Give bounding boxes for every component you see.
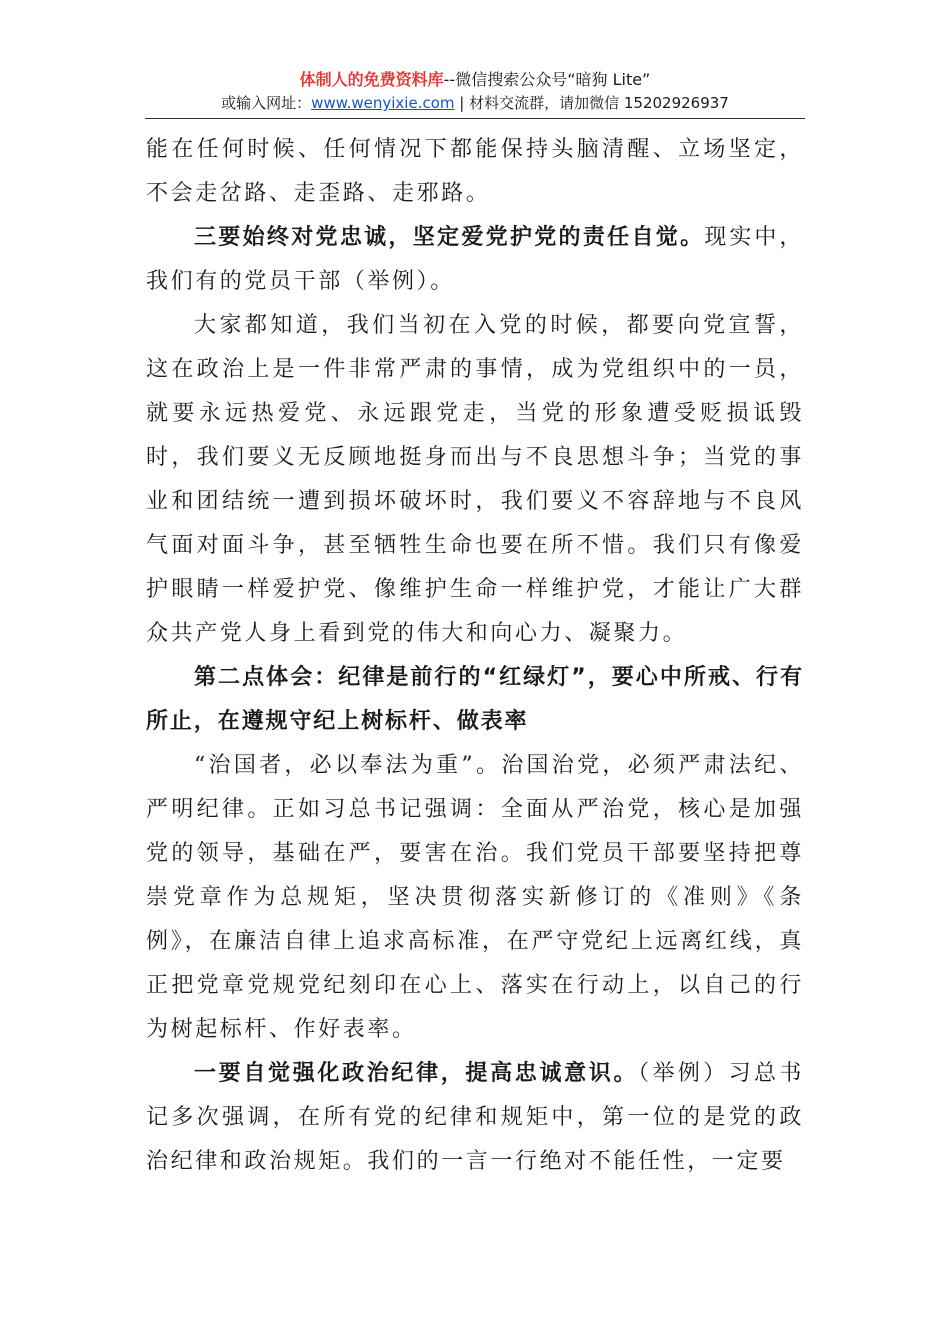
paragraph-5-bold-lead: 一要自觉强化政治纪律，提高忠诚意识。 (194, 1061, 639, 1086)
paragraph-2-bold-lead: 三要始终对党忠诚，坚定爱党护党的责任自觉。 (194, 225, 705, 250)
header-contact: 材料交流群，请加微信 15202926937 (469, 94, 729, 112)
header-title-line (145, 68, 805, 92)
header-divider-rule (145, 118, 805, 119)
header-divider: | (454, 94, 470, 112)
header-contact-line (145, 92, 805, 114)
header-url-prefix: 或输入网址： (221, 94, 312, 112)
header-brand: 体制人的免费资料库 (299, 70, 444, 89)
section-heading-2: 第二点体会：纪律是前行的“红绿灯”，要心中所戒、行有所止，在遵规守纪上树标杆、做表率 (146, 665, 804, 734)
paragraph-4: “治国者，必以奉法为重”。治国治党，必须严肃法纪、严明纪律。正如习总书记强调：全面从严治党，核心是加强党的领导，基础在严，要害在治。我们党员干部要坚持把尊崇党章作为总规矩，坚决贯彻落实新修订的《准则》《条例》，在廉洁自律上追求高标准，在严守党纪上远离红线，真正把党章党规党纪刻印在心上、落实在行动上，以自己的行为树起标杆、作好表率。 (146, 753, 804, 1042)
header-url-link[interactable]: www.wenyixie.com (311, 94, 455, 112)
header-subtitle: --微信搜索公众号“暗狗 Lite” (443, 70, 651, 89)
paragraph-2 (146, 216, 804, 304)
page-header (145, 68, 805, 114)
paragraph-2-text: 现实中，我们有的党员干部（举例）。 (146, 225, 805, 294)
paragraph-5-text: （举例）习总书记多次强调，在所有党的纪律和规矩中，第一位的是党的政治纪律和政治规矩。我们的一言一行绝对不能任性，一定要 (146, 1061, 805, 1174)
document-body (146, 128, 804, 1184)
paragraph-1: 能在任何时候、任何情况下都能保持头脑清醒、立场坚定，不会走岔路、走歪路、走邪路。 (146, 137, 804, 206)
paragraph-5 (146, 1052, 804, 1184)
paragraph-3: 大家都知道，我们当初在入党的时候，都要向党宣誓，这在政治上是一件非常严肃的事情，成为党组织中的一员，就要永远热爱党、永远跟党走，当党的形象遭受贬损诋毁时，我们要义无反顾地挺身而出与不良思想斗争；当党的事业和团结统一遭到损坏破坏时，我们要义不容辞地与不良风气面对面斗争，甚至牺牲生命也要在所不惜。我们只有像爱护眼睛一样爱护党、像维护生命一样维护党，才能让广大群众共产党人身上看到党的伟大和向心力、凝聚力。 (146, 313, 804, 646)
